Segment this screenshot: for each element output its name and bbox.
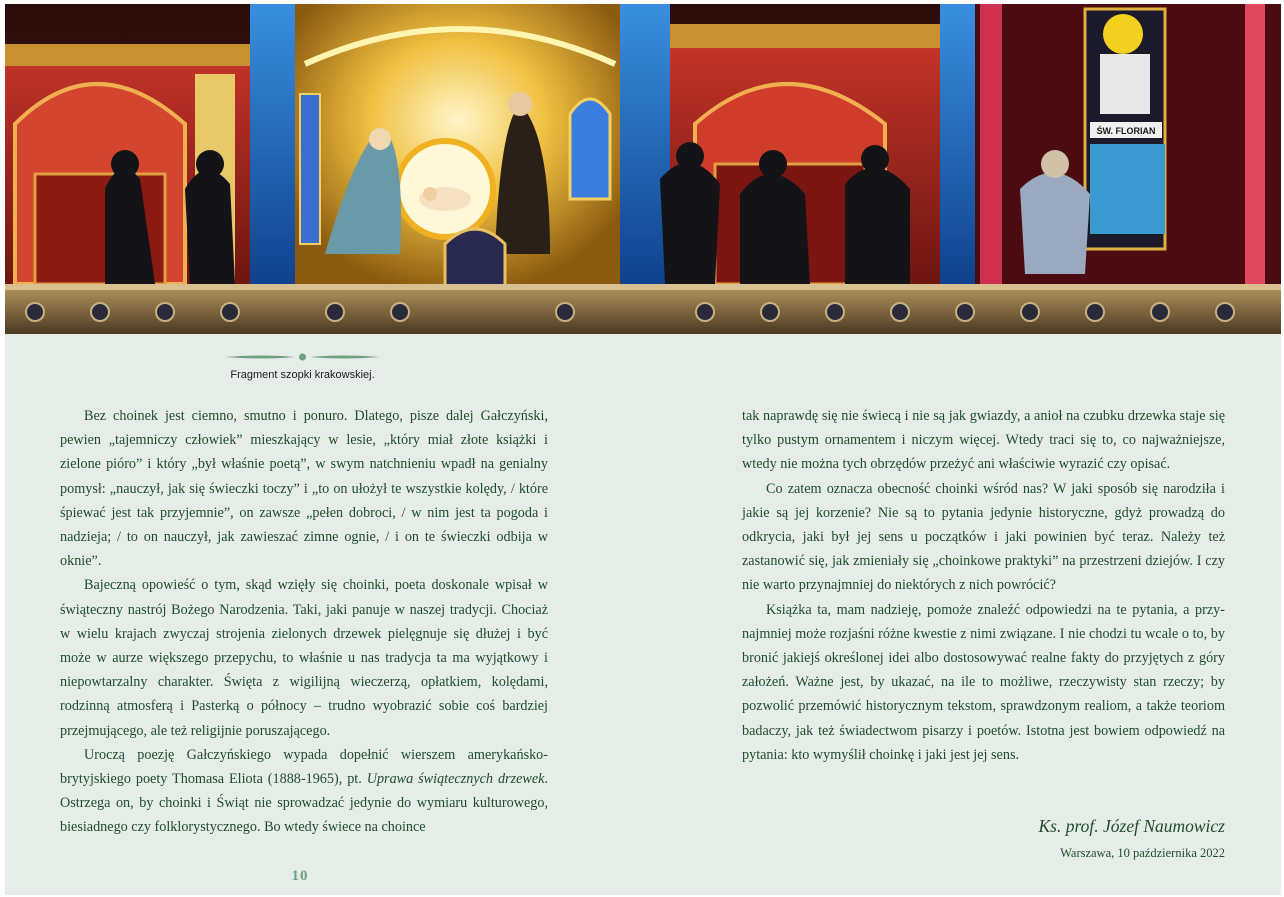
stained-glass-label: ŚW. FLORIAN <box>1096 126 1156 136</box>
author-signature: Ks. prof. Józef Naumowicz <box>1038 816 1225 836</box>
paragraph: Bez choinek jest ciemno, smutno i ponuro. Dlatego, pisze dalej Gałczyński, pewien „tajemniczy człowiek” mieszkający w lesie, „który miał złote książki i zielone pióro” i który „był właśnie poetą”, w swym natchnieniu wpadł na genialny pomysł: „nauczył, jak się świeczki toczy” i „to on ułożył te wszystkie kolędy, / które śpiewać jest tak przyjemnie”, on zawsze „pełen dobroci, / w nim jest ta pogoda i nadzieja; / to on nauczył, jak zawieszać zimne ognie, / i on te świeczki odbija w oknie”. <box>60 408 548 570</box>
paragraph-text: . Ostrzega on, by choinki i Świąt nie sprowadzać jedynie do wymiaru kulturowego, biesiadnego czy folklorystycznego. Bo wtedy świece na choince <box>60 771 548 836</box>
paragraph: tak naprawdę się nie świecą i nie są jak gwiazdy, a anioł na czubku drzewka staje się tylko pustym ornamentem i niczym więcej. Wtedy traci się to, co najważniejsze, wtedy nie można tych obrzędów przeżyć ani właściwie wyrazić czy opisać. <box>742 408 1225 473</box>
book-spread <box>5 4 1281 895</box>
paragraph: Co zatem oznacza obecność choinki wśród nas? W jaki sposób się narodziła i jakie są jej korzenie? Nie są to pytania jedynie historyczne, gdyż prowadzą do odkrycia, jaki był jej sens u początków i jaki powinien być teraz. Należy też zastanowić się, jak zmieniały się „choinkowe praktyki” na przestrzeni dziejów. I czy nie warto przynajmniej do niektórych z nich powrócić? <box>742 480 1225 594</box>
caption-ornament <box>225 351 380 363</box>
szopka-photo <box>5 4 1281 334</box>
page-number: 10 <box>291 868 309 884</box>
paragraph <box>60 743 548 840</box>
paragraph: Książka ta, mam nadzieję, pomoże znaleźć odpowiedzi na te pytania, a przynajmniej może rozjaśni różne kwestie z nimi związane. I nie chodzi tu wcale o to, by bronić jakiejś określonej idei albo dostosowywać realne fakty do przyjętych z góry założeń. Ważne jest, by ukazać, na ile to możliwe, rzeczywisty stan rzeczy; by pozwolić przemówić historycznym tekstom, sprawdzonym realiom, a także teoriom badaczy, jak też świadectwom pisarzy i poetów. Istotna jest bowiem odpowiedź na pytania: kto wymyślił choinkę i jaki jest jej sens. <box>742 601 1225 763</box>
paragraph-text: Uroczą poezję Gałczyńskiego wypada dopełnić wierszem amerykańsko-brytyjskiego poety Thomasa Eliota (1888-1965), pt. <box>60 746 548 788</box>
poem-title: Uprawa świątecznych drzewek <box>366 771 545 788</box>
photo-caption: Fragment szopki krakowskiej. <box>230 369 375 381</box>
right-column <box>742 404 1225 767</box>
signature-date: Warszawa, 10 października 2022 <box>1060 846 1225 860</box>
paragraph: Bajeczną opowieść o tym, skąd wzięły się choinki, poeta doskonale wpisał w świąteczny nastrój Bożego Narodzenia. Taki, jaki panuje w naszej tradycji. Chociaż w wielu krajach zwyczaj strojenia zielonych drzewek pielęgnuje się dłużej i być może w aurze większego przepychu, to właśnie u nas tradycja ta ma wyjątkowy i niepowtarzalny charakter. Święta z wigilijną wieczerzą, opłatkiem, kolędami, rodzinną atmosferą i Pasterką o północy – trudno wyobrazić sobie coś bardziej przejmującego, ale też religijnie poruszającego. <box>60 577 548 739</box>
szopka-illustration <box>5 4 1281 334</box>
left-column <box>60 404 548 840</box>
